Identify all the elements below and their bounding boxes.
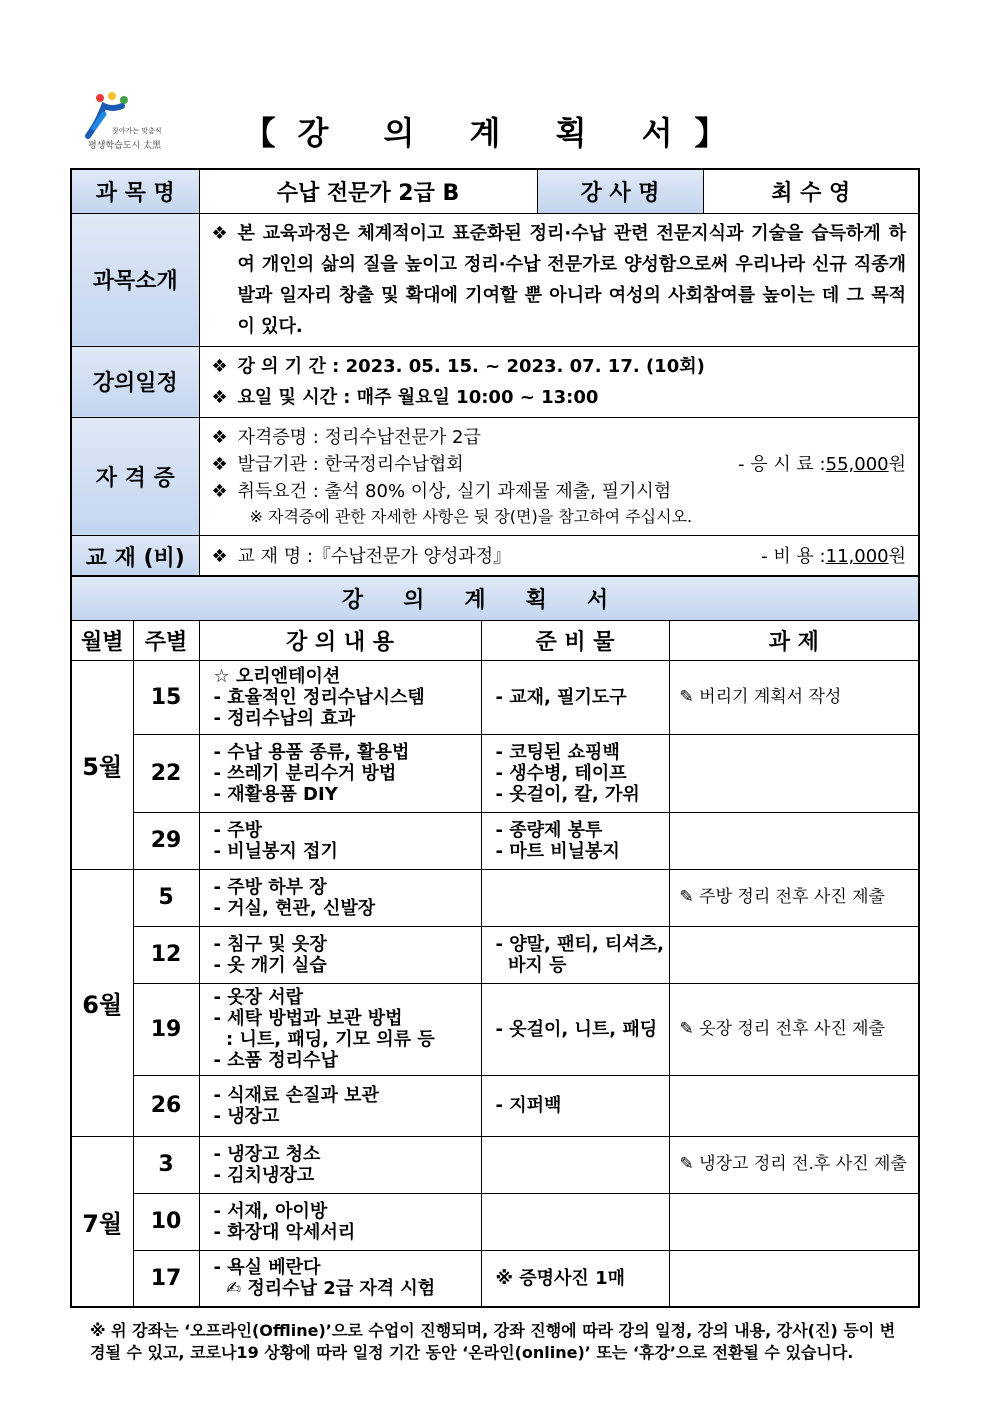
page-title: 【강 의 계 획 서】 [243,114,749,152]
task-cell: ✎ 옷장 정리 전후 사진 제출 [669,983,919,1075]
materials-cell [481,983,669,1075]
column-header: 과 제 [669,620,919,660]
week-cell: 3 [133,1136,199,1193]
teacher-label: 강 사 명 [537,169,703,213]
task-cell [669,926,919,983]
column-header: 강 의 내 용 [199,620,481,660]
week-cell: 22 [133,734,199,812]
cert-label: 자 격 증 [71,417,199,535]
content-cell [199,660,481,734]
column-header: 준 비 물 [481,620,669,660]
cert-issuer: 발급기관 : 한국정리수납협회 [237,453,464,475]
content-line: - 거실, 현관, 신발장 [213,897,376,919]
month-cell: 5월 [71,660,133,869]
table-row [71,660,919,734]
book-cost-value: 11,000 [825,546,889,568]
content-line: - 쓰레기 분리수거 방법 [213,762,397,784]
time-text: 요일 및 시간 : 매주 월요일 10:00 ~ 13:00 [237,386,599,408]
content-line: - 소품 정리수납 [213,1050,338,1071]
content-line: - 옷 개기 실습 [213,954,327,976]
footer-note: ※ 위 강좌는 ‘오프라인(Offline)’으로 수업이 진행되며, 강좌 진행에 따라 강의 일정, 강의 내용, 강사(진) 등이 변경될 수 있고, 코로나19 상황에 따라 일정 기간 동안 ‘온라인(online)’ 또는 ‘휴강’으로 전환될 수 있습니다. [90,1321,896,1362]
materials-cell [481,1136,669,1193]
materials-cell [481,1193,669,1250]
logo-tagline: 찾아가는 맞춤식 [112,127,162,135]
materials-line: - 옷걸이, 칼, 가위 [495,783,640,805]
week-cell: 12 [133,926,199,983]
table-row [71,812,919,869]
materials-cell [481,926,669,983]
schedule-cell [199,346,919,417]
table-row [71,983,919,1075]
materials-cell [481,734,669,812]
materials-line: - 옷걸이, 니트, 패딩 [495,1018,658,1040]
book-name: 교 재 명 :『수납전문가 양성과정』 [237,546,512,568]
content-line: - 화장대 악세서리 [213,1221,356,1243]
week-cell: 17 [133,1250,199,1307]
week-cell: 10 [133,1193,199,1250]
task-cell [669,1075,919,1136]
content-line: - 침구 및 옷장 [213,933,327,955]
cert-cell [199,417,919,535]
section-title: 강의계획서 [71,576,919,620]
content-cell [199,734,481,812]
materials-line: - 종량제 봉투 [495,819,603,841]
materials-cell [481,660,669,734]
exam-fee-value: 55,000 [825,453,889,475]
week-cell: 5 [133,869,199,926]
content-line: - 주방 [213,819,263,841]
subject-value: 수납 전문가 2급 B [199,169,537,213]
table-row [71,1250,919,1307]
materials-line: - 마트 비닐봉지 [495,840,620,862]
content-line: - 정리수납의 효과 [213,707,356,729]
period-text: 강 의 기 간 : 2023. 05. 15. ~ 2023. 07. 17. (10회) [237,355,705,377]
materials-line: - 생수병, 테이프 [495,762,627,784]
month-cell: 6월 [71,869,133,1136]
schedule-label: 강의일정 [71,346,199,417]
content-line: - 식재료 손질과 보관 [213,1084,379,1106]
content-line: - 비닐봉지 접기 [213,840,338,862]
content-line: - 냉장고 [213,1105,280,1127]
content-line: - 주방 하부 장 [213,876,327,898]
exam-fee-label: - 응 시 료 : [738,453,826,475]
task-cell: ✎ 주방 정리 전후 사진 제출 [669,869,919,926]
cert-requirements: 취득요건 : 출석 80% 이상, 실기 과제물 제출, 필기시험 [237,480,672,502]
teacher-value: 최 수 영 [703,169,919,213]
content-line: : 니트, 패딩, 기모 의류 등 [213,1029,435,1050]
table-row [71,869,919,926]
logo-name: 평생학습도시 太黑 [88,141,162,151]
won-unit: 원 [888,453,906,475]
content-cell [199,1136,481,1193]
content-line: ☆ 오리엔테이션 [213,665,341,687]
task-cell [669,812,919,869]
cert-note: ※ 자격증에 관한 자세한 사항은 뒷 장(면)을 참고하여 주십시오. [249,506,693,526]
materials-cell [481,812,669,869]
content-cell [199,1193,481,1250]
content-cell [199,1075,481,1136]
diamond-icon: ❖ [211,386,228,408]
content-cell [199,983,481,1075]
materials-line: - 교재, 필기도구 [495,686,627,708]
table-row [71,1075,919,1136]
task-cell: ✎ 냉장고 정리 전.후 사진 제출 [669,1136,919,1193]
diamond-icon: ❖ [211,480,228,502]
month-cell: 7월 [71,1136,133,1307]
content-line: - 서재, 아이방 [213,1200,328,1222]
intro-cell [199,213,919,346]
task-cell [669,1250,919,1307]
task-cell [669,1193,919,1250]
materials-line: - 양말, 팬티, 티셔츠, [495,933,664,955]
task-cell: ✎ 버리기 계획서 작성 [669,660,919,734]
won-unit: 원 [888,546,906,568]
materials-line: 바지 등 [495,954,567,976]
book-cost-label: - 비 용 : [761,546,826,568]
materials-line: - 코팅된 쇼핑백 [495,741,620,763]
content-line: - 수납 용품 종류, 활용법 [213,741,410,763]
content-line: - 옷장 서랍 [213,987,304,1008]
week-cell: 29 [133,812,199,869]
content-line: - 세탁 방법과 보관 방법 [213,1008,403,1029]
diamond-icon: ❖ [211,546,228,568]
info-table [70,168,920,580]
table-row [71,1136,919,1193]
diamond-icon: ❖ [211,453,228,475]
content-line: ✍ 정리수납 2급 자격 시험 [213,1278,436,1300]
column-header: 월별 [71,620,133,660]
materials-cell [481,869,669,926]
materials-cell [481,1250,669,1307]
table-row [71,734,919,812]
content-line: - 재활용품 DIY [213,783,338,805]
content-cell [199,926,481,983]
diamond-icon: ❖ [211,222,228,244]
content-cell [199,869,481,926]
table-row [71,926,919,983]
book-cell [199,535,919,579]
week-cell: 26 [133,1075,199,1136]
content-line: - 김치냉장고 [213,1164,315,1186]
week-cell: 15 [133,660,199,734]
task-cell [669,734,919,812]
book-label: 교 재 (비) [71,535,199,579]
content-line: - 냉장고 청소 [213,1143,321,1165]
content-cell [199,1250,481,1307]
materials-cell [481,1075,669,1136]
column-header: 주별 [133,620,199,660]
plan-table [70,575,920,1308]
content-line: - 욕실 베란다 [213,1257,321,1279]
materials-line: - 지퍼백 [495,1095,562,1116]
materials-line: ※ 증명사진 1매 [495,1267,625,1289]
content-cell [199,812,481,869]
subject-label: 과 목 명 [71,169,199,213]
intro-label: 과목소개 [71,213,199,346]
diamond-icon: ❖ [211,355,228,377]
diamond-icon: ❖ [211,426,228,448]
cert-name: 자격증명 : 정리수납전문가 2급 [237,426,481,448]
week-cell: 19 [133,983,199,1075]
content-line: - 효율적인 정리수납시스템 [213,686,425,708]
intro-text: 본 교육과정은 체계적이고 표준화된 정리·수납 관련 전문지식과 기술을 습득하게 하여 개인의 삶의 질을 높이고 정리·수납 전문가로 양성함으로써 우리나라 신규 직종개발과 일자리 창출 및 확대에 기여할 뿐 아니라 여성의 사회참여를 높이는 데 그 목적이 있다. [237,222,906,337]
table-row [71,1193,919,1250]
